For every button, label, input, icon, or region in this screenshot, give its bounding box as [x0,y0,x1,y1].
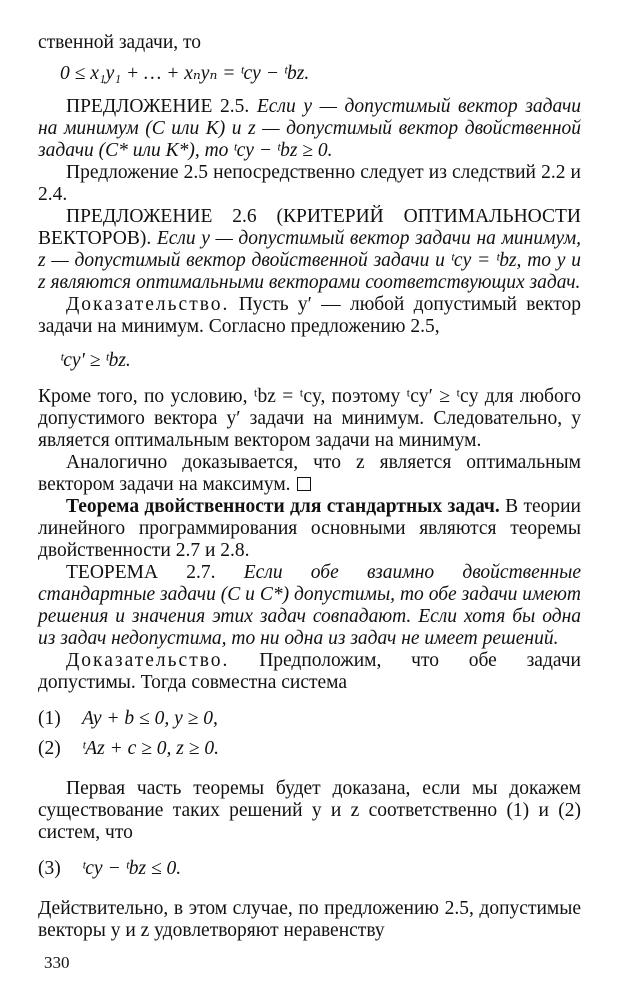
equation-number: (3) [38,858,61,879]
formula-inner-product: 0 ≤ x₁y₁ + … + xₙyₙ = ᵗcy − ᵗbz. [60,63,310,84]
proposition-2-5-heading: ПРЕДЛОЖЕНИЕ 2.5. [66,96,250,117]
equation-system [38,708,581,760]
proof-text: Пусть y′ — любой допустимый вектор задачи на минимум. Согласно предложению 2.5, [38,294,581,337]
equation-body: ᵗAz + c ≥ 0, z ≥ 0. [82,738,219,759]
proof-heading: Доказательство. [66,294,230,315]
equation-body: ᵗcy − ᵗbz ≤ 0. [82,858,182,879]
section-text: В теории линейного программирования основными являются теоремы двойственности 2.7 и 2.8. [38,496,581,561]
equation-3 [38,858,581,880]
paragraph-continuation: ственной задачи, то [38,32,202,53]
formula-cy-prime: ᵗcy′ ≥ ᵗbz. [60,350,131,371]
proof-text: Предположим, что обе задачи допустимы. Тогда совместна система [38,650,581,693]
equation-1 [38,708,581,730]
equation-2 [38,738,581,760]
qed-square-icon [297,477,311,491]
theorem-2-7-heading: ТЕОРЕМА 2.7. [66,562,216,583]
proof-2-7 [38,650,581,694]
proposition-2-5-text: Если y — допустимый вектор задачи на минимум (С или К) и z — допустимый вектор двойственной задачи (С* или К*), то ᵗcy − ᵗbz ≥ 0. [38,96,581,161]
paragraph-indeed: Действительно, в этом случае, по предложению 2.5, допустимые векторы y и z удовлетворяют неравенству [38,898,581,941]
equation-number: (1) [38,708,61,729]
equation-body: Ay + b ≤ 0, y ≥ 0, [82,708,218,729]
proposition-2-5 [38,96,581,162]
paragraph-follows: Предложение 2.5 непосредственно следует из следствий 2.2 и 2.4. [38,162,581,205]
theorem-2-7-text: Если обе взаимно двойственные стандартные задачи (С и С*) допустимы, то обе задачи имеют решения и значения этих задач совпадают. Если хотя бы одна из задач недопустима, то ни одна из задач не имеет решений. [38,562,581,649]
paragraph-first-part: Первая часть теоремы будет доказана, если мы докажем существование таких решений y и z соответственно (1) и (2) систем, что [38,778,581,843]
proposition-2-6 [38,206,581,294]
equation-number: (2) [38,738,61,759]
duality-theorem-intro [38,496,581,562]
paragraph-analogously [38,452,581,496]
proposition-2-6-heading: ПРЕДЛОЖЕНИЕ 2.6 (КРИТЕРИЙ ОПТИМАЛЬНОСТИ ВЕКТОРОВ). [38,206,581,249]
theorem-2-7 [38,562,581,650]
proof-2-6 [38,294,581,338]
equation-3-block [38,858,581,880]
proof-heading: Доказательство. [66,650,230,671]
paragraph-analogously-text: Аналогично доказывается, что z является оптимальным вектором задачи на максимум. [38,452,581,495]
paragraph-moreover: Кроме того, по условию, ᵗbz = ᵗcy, поэтому ᵗcy′ ≥ ᵗcy для любого допустимого вектора y′ задачи на минимум. Следовательно, y является оптимальным вектором задачи на минимум. [38,386,581,451]
section-heading: Теорема двойственности для стандартных задач. [66,496,500,517]
proposition-2-6-text: Если y — допустимый вектор задачи на минимум, z — допустимый вектор двойственной задачи и ᵗcy = ᵗbz, то y и z являются оптимальными векторами соответствующих задач. [38,228,582,293]
page-number: 330 [44,953,70,972]
